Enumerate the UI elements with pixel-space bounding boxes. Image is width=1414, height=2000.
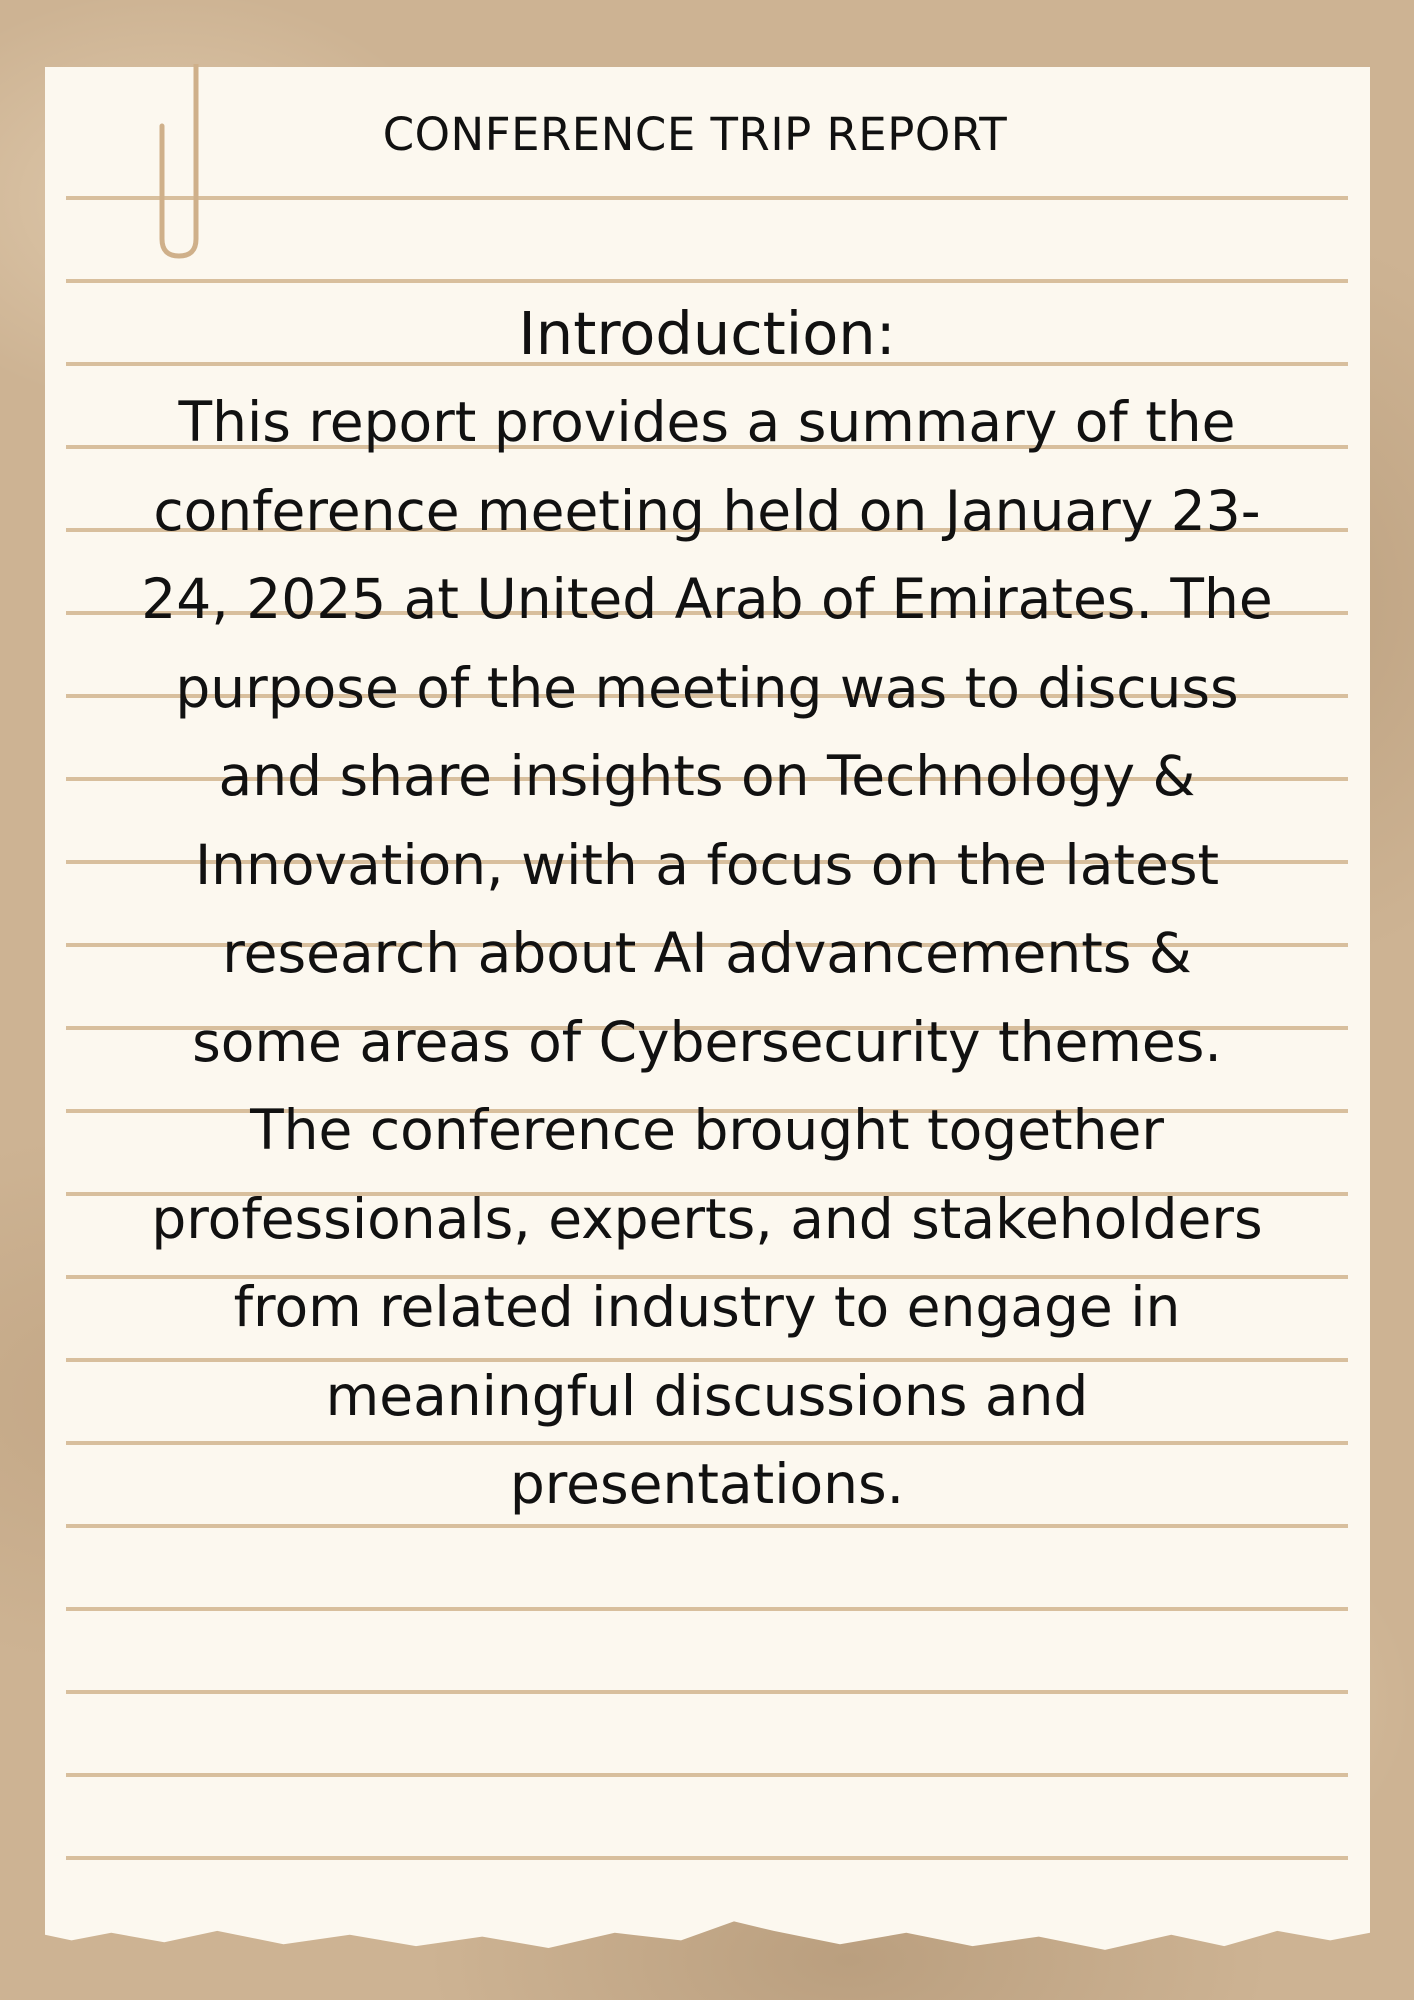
paper-rule-line xyxy=(66,1856,1348,1860)
introduction-body: This report provides a summary of the conference meeting held on January 23-24, 2025 at United Arab of Emirates. The purpose of the meeting was to discuss and share insights on Technology & Innovation, with a focus on the latest research about AI advancements & some areas of Cybersecurity themes. The conference brought together professionals, experts, and stakeholders from related industry to engage in meaningful discussions and presentations. xyxy=(141,390,1273,1516)
paper-rule-line xyxy=(66,1607,1348,1611)
paperclip-icon xyxy=(150,64,204,264)
paper-rule-line xyxy=(66,196,1348,200)
paper-rule-line xyxy=(66,1773,1348,1777)
paper-rule-line xyxy=(66,279,1348,283)
paper-rule-line xyxy=(66,1690,1348,1694)
introduction-heading: Introduction: xyxy=(518,299,896,368)
page-title: CONFERENCE TRIP REPORT xyxy=(382,108,1008,161)
introduction-section xyxy=(140,290,1274,1529)
